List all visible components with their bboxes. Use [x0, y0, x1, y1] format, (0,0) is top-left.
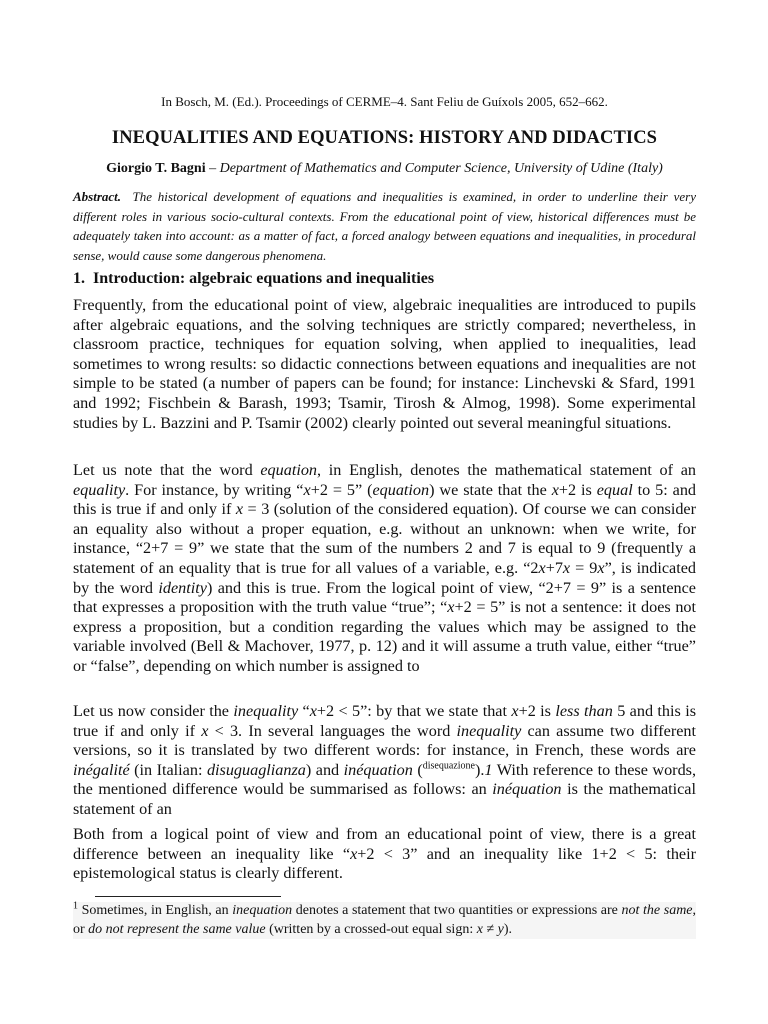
paragraph-3: Let us now consider the inequality “x+2 < 5”: by that we state that x+2 is less than 5 and this is true if and only if x < 3. In several languages the word inequality can assume two different versions, so it is translated by two different words: for instance, in French, these words are inégalité (in Italian: disuguaglianza) and inéquation ($^{disequazione}$).1 With reference to these words, the mentioned difference would be summarised as follows: an inéquation is the mathematical statement of an — [73, 702, 697, 818]
abstract-label: Abstract. — [73, 189, 122, 204]
author-name: Giorgio T. Bagni — [106, 161, 206, 176]
footnote-divider — [95, 896, 281, 897]
section-title: Introduction: algebraic equations and inequalities — [93, 270, 435, 287]
footnote-number: 1 — [73, 900, 78, 912]
section-number: 1. — [73, 270, 85, 287]
author-affiliation: Department of Mathematics and Computer Science, University of Udine (Italy) — [219, 161, 663, 176]
paragraph-2: Let us note that the word equation, in English, denotes the mathematical statement of an equality. For instance, by writing “x+2 = 5” (equation) we state that the x+2 is equal to 5: and this is true if and only if x = 3 (solution of the considered equation). Of course we can consider an equality also without a proper equation, e.g. without an unknown: when we write, for instance, “2+7 = 9” we state that the sum of the numbers 2 and 7 is equal to 9 (frequently a statement of an equality that is true for all values of a variable, e.g. “2x+7x = 9x”, is indicated by the word identity) and this is true. From the logical point of view, “2+7 = 9” is a sentence that expresses a proposition with the truth value “true”; “x+2 = 5” is not a sentence: it does not express a proposition, but a condition regarding the values which may be assigned to the variable involved (Bell & Machover, 1977, p. 12) and it will assume a truth value, either “true” or “false”, depending on which number is assigned to — [73, 461, 697, 675]
paragraph-1: Frequently, from the educational point of view, algebraic inequalities are introduced to pupils after algebraic equations, and the solving techniques are strictly compared; nevertheless, in classroom practice, techniques for equation solving, when applied to inequalities, lead sometimes to wrong results: so didactic connections between equations and inequalities are not simple to be stated (a number of papers can be found; for instance: Linchevski & Sfard, 1991 and 1992; Fischbein & Barash, 1993; Tsamir, Tirosh & Almog, 1998). Some experimental studies by L. Bazzini and P. Tsamir (2002) clearly pointed out several meaningful situations. — [73, 296, 696, 432]
author-dash: – — [205, 161, 220, 176]
citation-line: In Bosch, M. (Ed.). Proceedings of CERME–4. Sant Feliu de Guíxols 2005, 652–662. — [161, 94, 608, 109]
abstract — [73, 187, 696, 265]
abstract-text: The historical development of equations and inequalities is examined, in order to underline their very different roles in various socio-cultural contexts. From the educational point of view, historical differences must be adequately taken into account: as a matter of fact, a forced analogy between equations and inequalities, in procedural sense, would cause some dangerous phenomena. — [73, 189, 696, 263]
footnote: $^1$ Sometimes, in English, an inequation denotes a statement that two quantities or expressions are not the same, or do not represent the same value (written by a crossed-out equal sign: x ≠ y). — [73, 902, 696, 939]
author-line — [73, 161, 696, 177]
paragraph-4: Both from a logical point of view and from an educational point of view, there is a great difference between an inequality like “x+2 < 3” and an inequality like 1+2 < 5: their epistemological status is clearly different. — [73, 825, 696, 883]
paper-title: INEQUALITIES AND EQUATIONS: HISTORY AND DIDACTICS — [111, 128, 658, 148]
section-heading — [73, 270, 696, 288]
footnote-ref: disequazione — [422, 760, 475, 772]
